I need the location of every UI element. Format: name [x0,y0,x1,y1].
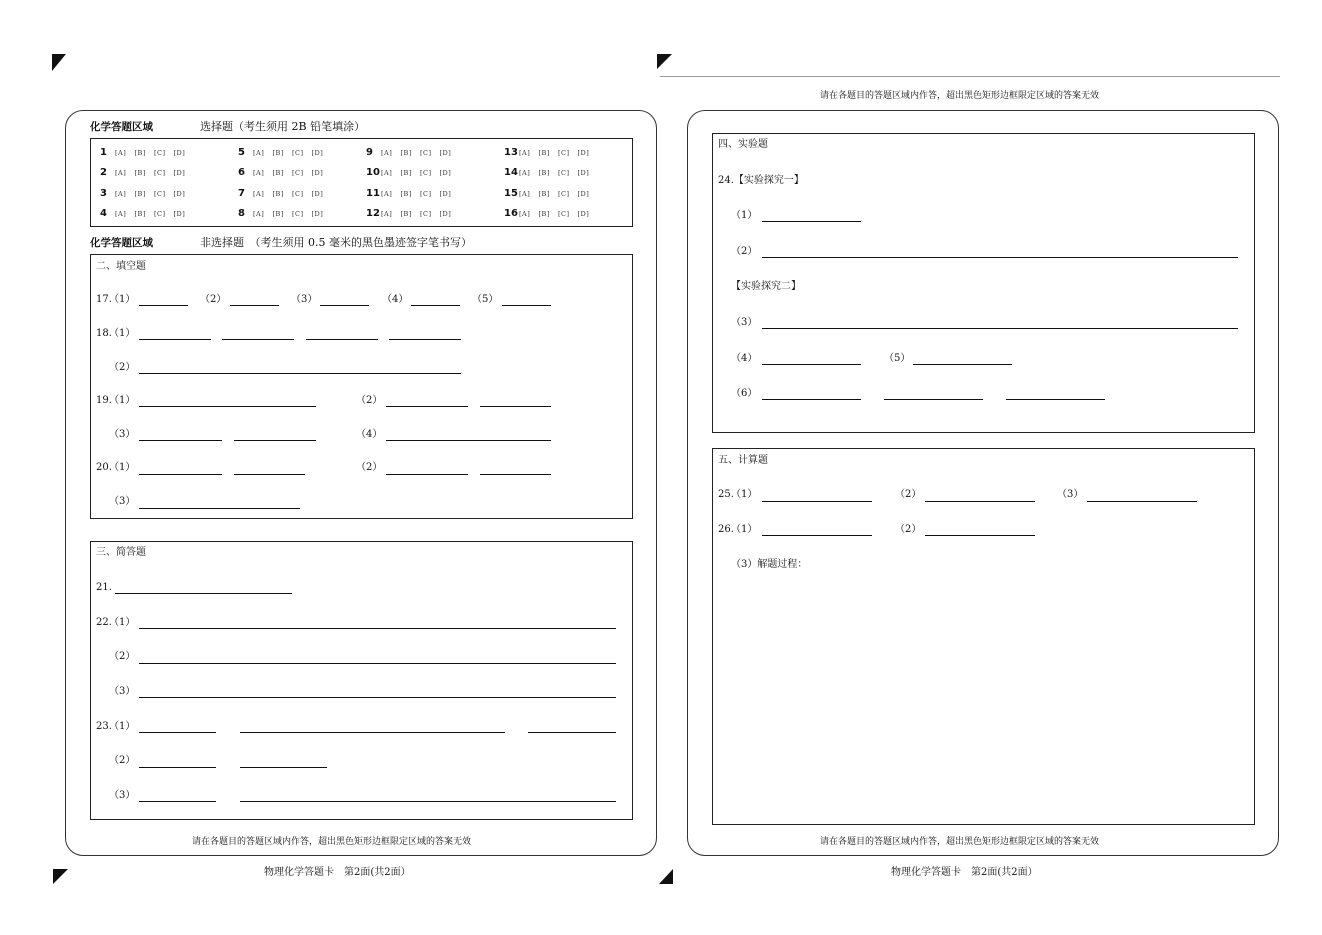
mcq-option-d[interactable]: [D] [577,210,590,218]
q23-p3: （3） [109,790,136,801]
mcq-option-d[interactable]: [D] [439,190,452,198]
q25-p3: （3） [1057,489,1084,500]
q24-6b-line[interactable] [884,399,983,400]
q22-1-line[interactable] [139,628,616,629]
q19-3a-line[interactable] [139,440,222,441]
mcq-option-b[interactable]: [B] [538,149,550,157]
mcq-option-b[interactable]: [B] [272,149,284,157]
q24-p4: （4） [731,353,758,364]
q22-label: 22. [96,617,112,628]
q23-1c-line[interactable] [528,732,616,733]
mcq-option-a[interactable]: [A] [253,169,265,177]
q23-p2: （2） [109,755,136,766]
q25-label: 25. [718,489,734,500]
mcq-option-b[interactable]: [B] [538,210,550,218]
q18-p2: （2） [109,362,136,373]
q22-3-line[interactable] [139,697,616,698]
q21-label: 21. [96,582,112,593]
q22-p3: （3） [109,686,136,697]
q24-label: 24.【实验探究一】 [718,175,804,186]
q21-line[interactable] [115,593,292,594]
mcq-question-3 [100,188,210,202]
mcq-question-15 [504,188,614,202]
mcq-option-c[interactable]: [C] [420,190,432,198]
mcq-option-c[interactable]: [C] [558,169,570,177]
corner-mark-top-left [52,54,66,71]
q26-3-label: （3）解题过程： [731,559,808,570]
q18-label: 18. [96,328,112,339]
mcq-option-a[interactable]: [A] [381,210,393,218]
q26-label: 26. [718,524,734,535]
q18-2-line[interactable] [139,373,461,374]
q19-2a-line[interactable] [386,406,468,407]
q24-p3: （3） [731,317,758,328]
q17-2-line[interactable] [230,305,279,306]
mcq-option-a[interactable]: [A] [115,169,127,177]
short-answer-box [90,541,633,820]
choice-section-title: 化学答题区域 [90,121,153,133]
q24-6a-line[interactable] [762,399,861,400]
q19-4-line[interactable] [386,440,551,441]
q17-p5: （5） [472,294,499,305]
q20-p3: （3） [109,496,136,507]
mcq-number: 11 [366,188,380,199]
mcq-option-d[interactable]: [D] [439,169,452,177]
q24-6c-line[interactable] [1006,399,1105,400]
q17-p3: （3） [291,294,318,305]
mcq-question-13 [504,147,614,161]
mcq-option-b[interactable]: [B] [272,190,284,198]
left-bottom-notice: 请在各题目的答题区域内作答，超出黑色矩形边框限定区域的答案无效 [192,837,472,847]
q20-label: 20. [96,462,112,473]
q23-3a-line[interactable] [139,801,216,802]
q25-p2: （2） [895,489,922,500]
mcq-option-b[interactable]: [B] [400,210,412,218]
q17-4-line[interactable] [411,305,460,306]
mcq-option-c[interactable]: [C] [292,169,304,177]
mcq-option-b[interactable]: [B] [134,210,146,218]
q20-p1: （1） [109,462,136,473]
right-footer: 物理化学答题卡 第2面(共2面） [891,867,1038,878]
mcq-option-a[interactable]: [A] [115,149,127,157]
mcq-option-c[interactable]: [C] [420,149,432,157]
mcq-option-a[interactable]: [A] [253,190,265,198]
mcq-option-b[interactable]: [B] [134,149,146,157]
q26-3-work-area[interactable] [730,578,1235,813]
mcq-number: 2 [100,167,107,178]
q24-4-line[interactable] [762,364,861,365]
q19-1-line[interactable] [139,406,316,407]
mcq-number: 16 [504,208,518,219]
mcq-option-a[interactable]: [A] [519,210,531,218]
q19-p3: （3） [109,429,136,440]
q19-2b-line[interactable] [480,406,551,407]
right-bottom-notice: 请在各题目的答题区域内作答，超出黑色矩形边框限定区域的答案无效 [820,837,1100,847]
mcq-question-16 [504,208,614,222]
mcq-option-a[interactable]: [A] [115,210,127,218]
q23-1b-line[interactable] [240,732,505,733]
mcq-number: 10 [366,167,380,178]
mcq-option-c[interactable]: [C] [154,149,166,157]
q23-label: 23. [96,721,112,732]
mcq-number: 3 [100,188,107,199]
q24-p2: （2） [731,246,758,257]
mcq-option-b[interactable]: [B] [272,210,284,218]
q26-p2: （2） [895,524,922,535]
q22-p2: （2） [109,651,136,662]
q19-label: 19. [96,395,112,406]
q18-1c-line[interactable] [306,339,378,340]
top-rule [660,76,1280,77]
q17-label: 17. [96,294,112,305]
mcq-option-d[interactable]: [D] [311,210,324,218]
experiment-2-label: 【实验探究二】 [731,281,801,292]
fill-in-box [90,254,633,519]
q23-3b-line[interactable] [240,801,616,802]
mcq-number: 4 [100,208,107,219]
q23-p1: （1） [109,721,136,732]
calculation-title: 五、计算题 [718,455,768,466]
mcq-option-d[interactable]: [D] [311,169,324,177]
q26-2-line[interactable] [925,535,1035,536]
mcq-number: 12 [366,208,380,219]
mcq-option-a[interactable]: [A] [253,149,265,157]
mcq-question-10 [366,167,476,181]
q20-2b-line[interactable] [480,474,551,475]
q24-3-line[interactable] [762,328,1238,329]
mcq-number: 7 [238,188,245,199]
mcq-option-d[interactable]: [D] [173,169,186,177]
mcq-question-5 [238,147,348,161]
q20-3-line[interactable] [139,508,300,509]
mcq-question-9 [366,147,476,161]
mcq-option-c[interactable]: [C] [292,190,304,198]
mcq-question-11 [366,188,476,202]
mcq-option-d[interactable]: [D] [577,190,590,198]
q17-3-line[interactable] [320,305,369,306]
mcq-option-a[interactable]: [A] [519,190,531,198]
mcq-option-c[interactable]: [C] [558,149,570,157]
q24-p1: （1） [731,210,758,221]
q18-1b-line[interactable] [222,339,294,340]
q17-p4: （4） [382,294,409,305]
mcq-question-7 [238,188,348,202]
mcq-question-4 [100,208,210,222]
mcq-option-a[interactable]: [A] [381,149,393,157]
mcq-option-c[interactable]: [C] [558,210,570,218]
mcq-option-c[interactable]: [C] [292,149,304,157]
mcq-option-a[interactable]: [A] [253,210,265,218]
mcq-option-b[interactable]: [B] [538,190,550,198]
mcq-option-a[interactable]: [A] [381,190,393,198]
q23-2b-line[interactable] [240,767,327,768]
corner-mark-bottom-left [53,869,68,884]
mcq-option-d[interactable]: [D] [577,149,590,157]
q18-1d-line[interactable] [389,339,461,340]
nonchoice-section-subtitle: 非选择题 （考生须用 0.5 毫米的黑色墨迹签字笔书写） [200,236,472,249]
mcq-option-b[interactable]: [B] [400,169,412,177]
mcq-option-c[interactable]: [C] [154,169,166,177]
mcq-option-b[interactable]: [B] [400,190,412,198]
q19-p2: （2） [356,395,383,406]
mcq-option-b[interactable]: [B] [272,169,284,177]
q18-p1: （1） [109,328,136,339]
q24-2-line[interactable] [762,257,1238,258]
mcq-option-d[interactable]: [D] [173,190,186,198]
mcq-question-1 [100,147,210,161]
mcq-question-14 [504,167,614,181]
mcq-number: 15 [504,188,518,199]
mcq-option-a[interactable]: [A] [381,169,393,177]
mcq-option-c[interactable]: [C] [420,169,432,177]
mcq-question-12 [366,208,476,222]
mcq-question-6 [238,167,348,181]
mcq-number: 5 [238,147,245,158]
experiment-title: 四、实验题 [718,139,768,150]
q19-3b-line[interactable] [234,440,316,441]
q20-1b-line[interactable] [234,474,305,475]
q20-1a-line[interactable] [139,474,222,475]
q19-p1: （1） [109,395,136,406]
q23-2a-line[interactable] [139,767,216,768]
short-answer-title: 三、简答题 [96,547,146,558]
mcq-question-8 [238,208,348,222]
mcq-option-c[interactable]: [C] [154,210,166,218]
corner-mark-top-middle [657,54,672,69]
mcq-option-a[interactable]: [A] [519,169,531,177]
mcq-option-d[interactable]: [D] [439,149,452,157]
mcq-option-c[interactable]: [C] [558,190,570,198]
mcq-option-a[interactable]: [A] [115,190,127,198]
mcq-option-b[interactable]: [B] [400,149,412,157]
mcq-number: 14 [504,167,518,178]
q24-5-line[interactable] [913,364,1012,365]
q25-1-line[interactable] [762,501,872,502]
mcq-option-c[interactable]: [C] [292,210,304,218]
mcq-question-2 [100,167,210,181]
mcq-number: 6 [238,167,245,178]
q17-5-line[interactable] [502,305,551,306]
mcq-option-b[interactable]: [B] [538,169,550,177]
q24-1-line[interactable] [762,221,861,222]
mcq-number: 8 [238,208,245,219]
mcq-number: 1 [100,147,107,158]
mcq-option-b[interactable]: [B] [134,169,146,177]
q26-1-line[interactable] [762,535,872,536]
choice-section-subtitle: 选择题（考生须用 2B 铅笔填涂） [200,120,366,133]
q17-p2: （2） [200,294,227,305]
q17-p1: （1） [109,294,136,305]
q22-p1: （1） [109,617,136,628]
mcq-option-b[interactable]: [B] [134,190,146,198]
nonchoice-section-title: 化学答题区域 [90,237,153,249]
mcq-option-d[interactable]: [D] [577,169,590,177]
q26-p1: （1） [731,524,758,535]
mcq-option-d[interactable]: [D] [173,149,186,157]
fill-in-title: 二、填空题 [96,261,146,272]
q24-p5: （5） [884,353,911,364]
q25-2-line[interactable] [925,501,1035,502]
mcq-option-d[interactable]: [D] [173,210,186,218]
left-footer: 物理化学答题卡 第2面(共2面） [264,867,411,878]
q23-1a-line[interactable] [139,732,216,733]
mcq-number: 13 [504,147,518,158]
mcq-option-d[interactable]: [D] [311,190,324,198]
q22-2-line[interactable] [139,663,616,664]
mcq-option-d[interactable]: [D] [311,149,324,157]
q19-p4: （4） [356,429,383,440]
q20-p2: （2） [356,462,383,473]
mcq-number: 9 [366,147,373,158]
mcq-option-c[interactable]: [C] [420,210,432,218]
q25-3-line[interactable] [1087,501,1197,502]
corner-mark-bottom-middle [659,869,673,884]
mcq-option-c[interactable]: [C] [154,190,166,198]
q17-1-line[interactable] [139,305,188,306]
top-notice: 请在各题目的答题区域内作答，超出黑色矩形边框限定区域的答案无效 [820,91,1100,101]
q25-p1: （1） [731,489,758,500]
q18-1a-line[interactable] [139,339,211,340]
q24-p6: （6） [731,388,758,399]
mcq-option-a[interactable]: [A] [519,149,531,157]
q20-2a-line[interactable] [386,474,468,475]
mcq-option-d[interactable]: [D] [439,210,452,218]
